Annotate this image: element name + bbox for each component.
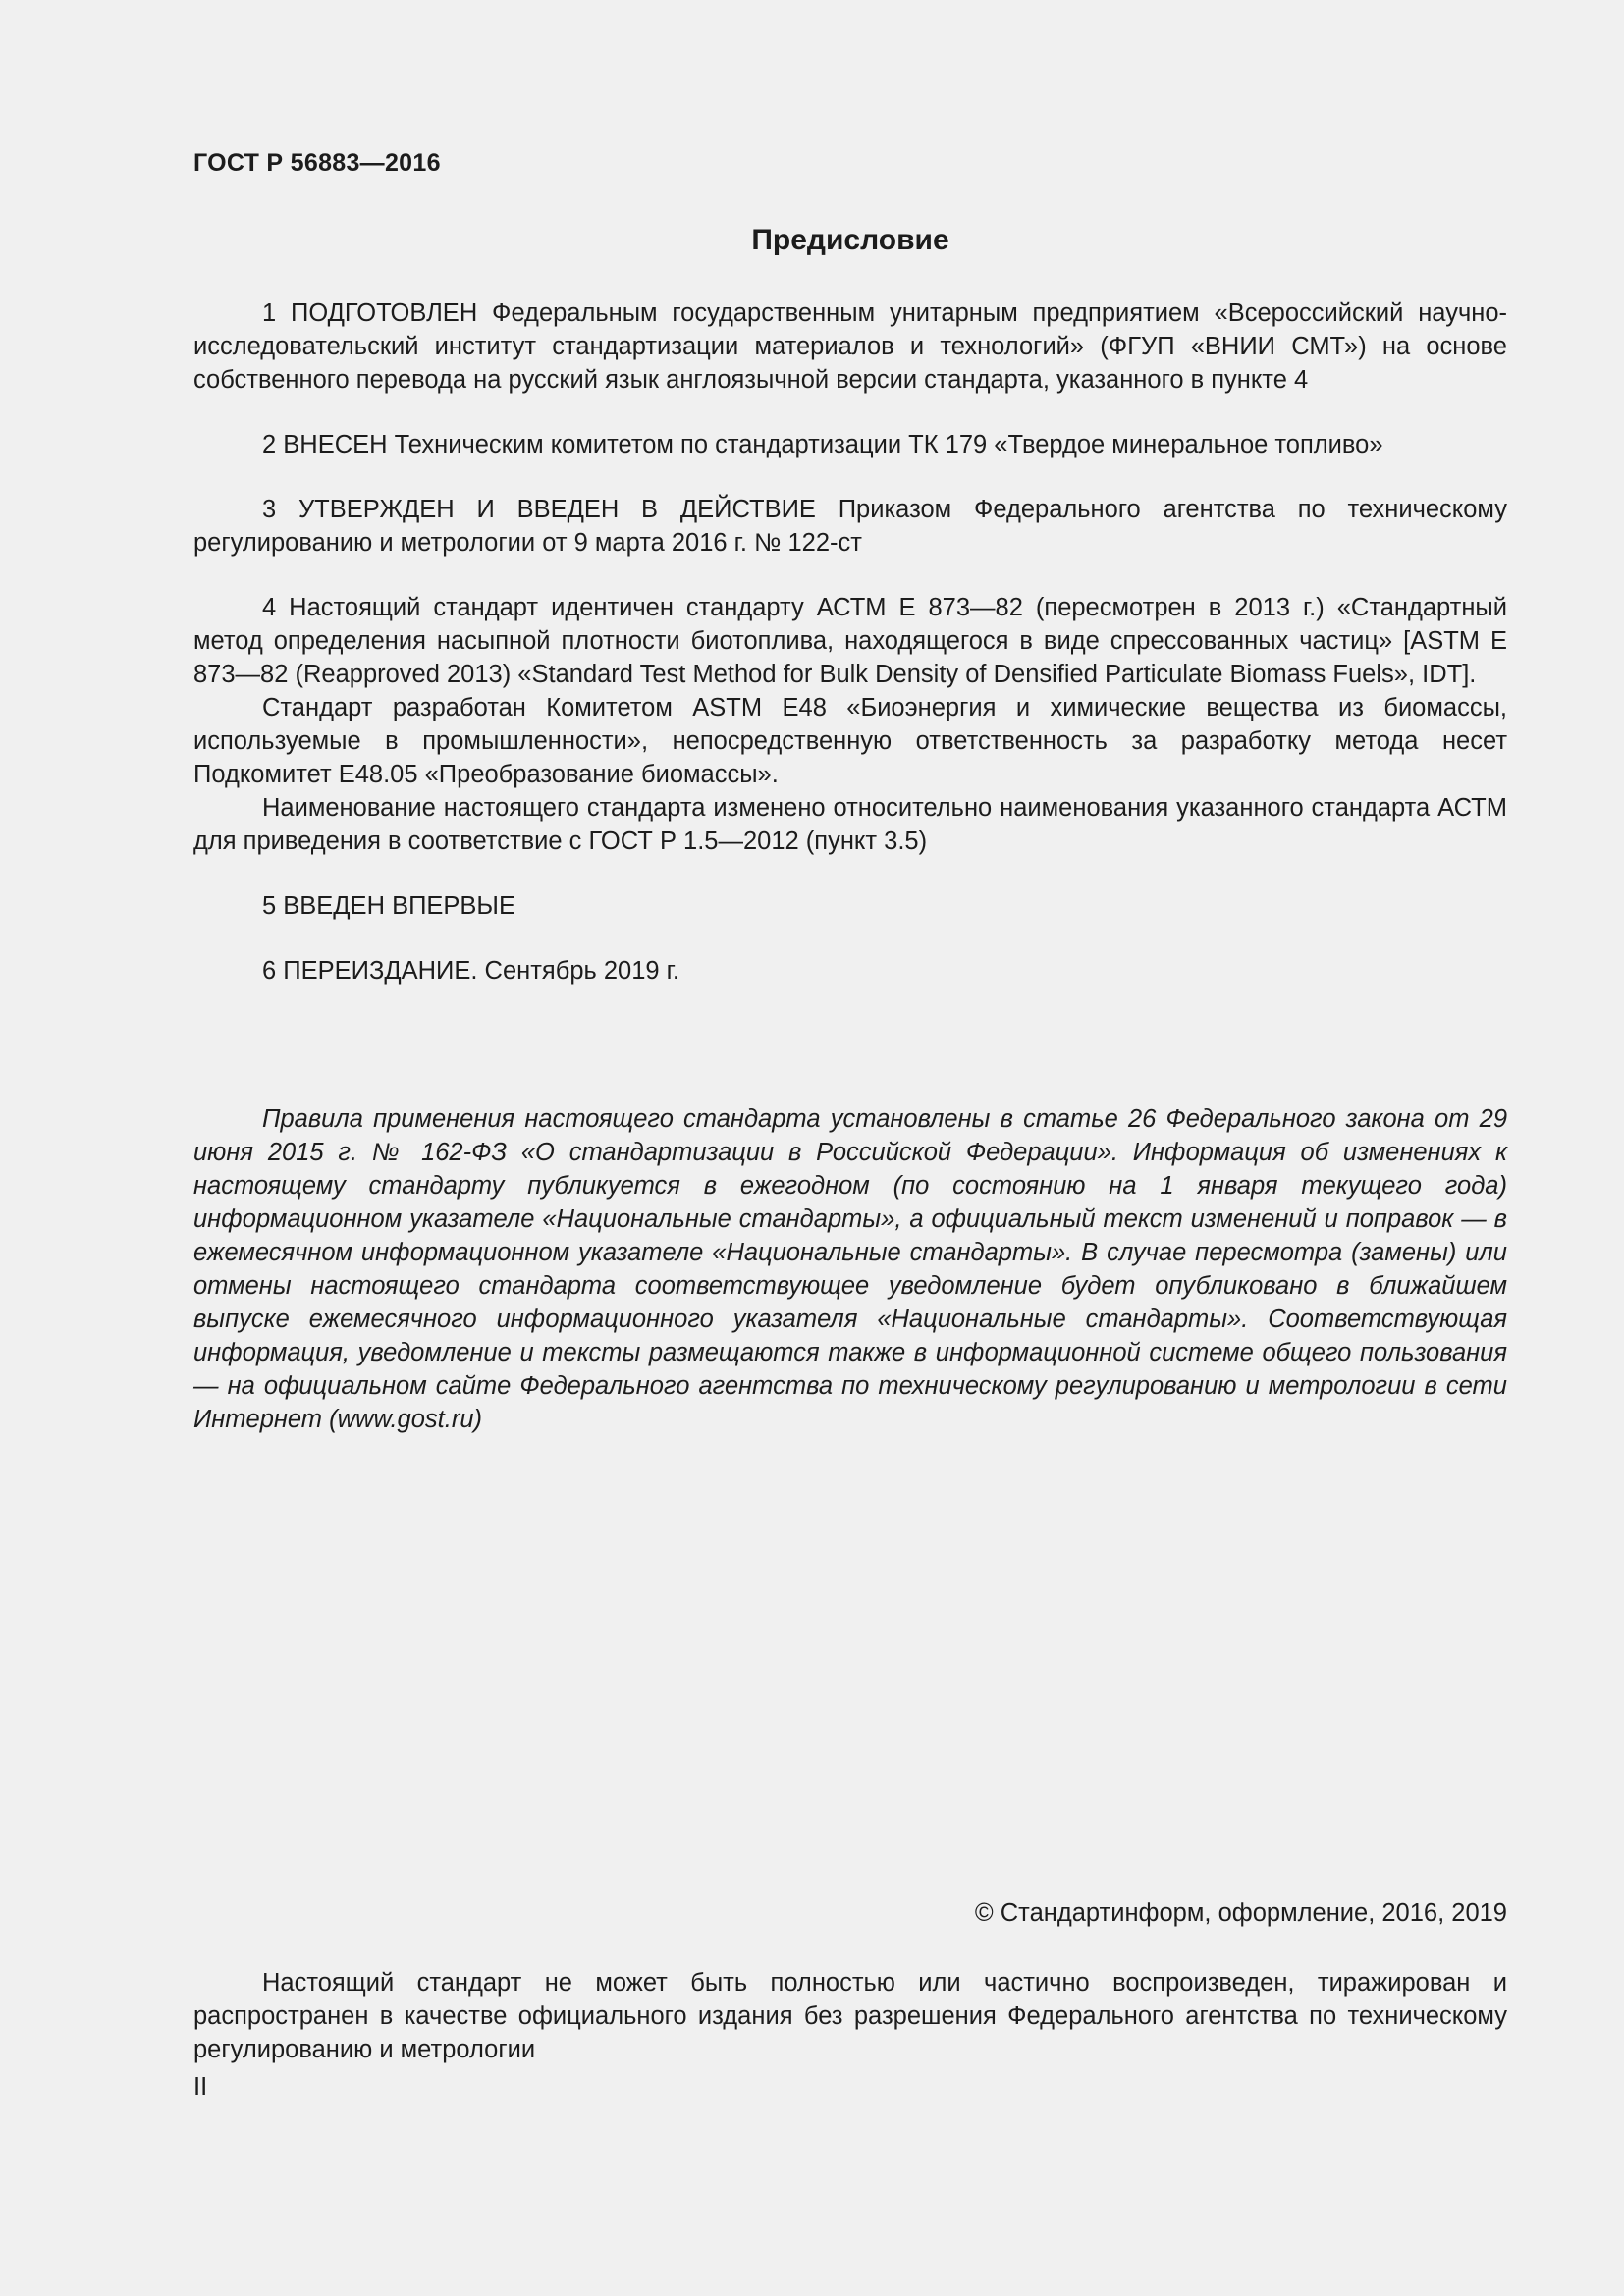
foreword-body [193, 296, 1507, 988]
foreword-item-5: 5 ВВЕДЕН ВПЕРВЫЕ [262, 892, 516, 920]
document-page [193, 0, 1507, 2296]
foreword-item-3: 3 УТВЕРЖДЕН И ВВЕДЕН В ДЕЙСТВИЕ Приказом Федерального агентства по техническому регулированию и метрологии от 9 марта 2016 г. № 122-ст [193, 496, 1507, 557]
foreword-item-2: 2 ВНЕСЕН Техническим комитетом по стандартизации ТК 179 «Твердое минеральное топливо» [262, 431, 1383, 458]
foreword-item-6: 6 ПЕРЕИЗДАНИЕ. Сентябрь 2019 г. [262, 957, 679, 985]
foreword-item-4-committee: Стандарт разработан Комитетом ASTM E48 «Биоэнергия и химические вещества из биомассы, используемые в промышленности», непосредственную ответственность за разработку метода несет Подкомитет E48.05 «Преобразование биомассы». [193, 694, 1507, 788]
application-rules-notice: Правила применения настоящего стандарта установлены в статье 26 Федерального закона от 29 июня 2015 г. № 162-ФЗ «О стандартизации в Российской Федерации». Информация об изменениях к настоящему стандарту публикуется в ежегодном (по состоянию на 1 января текущего года) информационном указателе «Национальные стандарты», а официальный текст изменений и поправок — в ежемесячном информационном указателе «Национальные стандарты». В случае пересмотра (замены) или отмены настоящего стандарта соответствующее уведомление будет опубликовано в ближайшем выпуске ежемесячного информационного указателя «Национальные стандарты». Соответствующая информация, уведомление и тексты размещаются также в информационной системе общего пользования — на официальном сайте Федерального агентства по техническому регулированию и метрологии в сети Интернет (www.gost.ru) [193, 1105, 1507, 1433]
document-code: ГОСТ Р 56883—2016 [193, 149, 441, 177]
copyright-line: © Стандартинформ, оформление, 2016, 2019 [974, 1899, 1507, 1927]
foreword-item-4-name-change: Наименование настоящего стандарта изменено относительно наименования указанного стандарта АСТМ для приведения в соответствие с ГОСТ Р 1.5—2012 (пункт 3.5) [193, 794, 1507, 855]
page-title: Предисловие [751, 224, 949, 256]
page-number: II [193, 2073, 208, 2101]
reproduction-rights-notice: Настоящий стандарт не может быть полностью или частично воспроизведен, тиражирован и распространен в качестве официального издания без разрешения Федерального агентства по техническому регулированию и метрологии [193, 1969, 1507, 2063]
foreword-item-1: 1 ПОДГОТОВЛЕН Федеральным государственным унитарным предприятием «Всероссийский научно-исследовательский институт стандартизации материалов и технологий» (ФГУП «ВНИИ СМТ») на основе собственного перевода на русский язык англоязычной версии стандарта, указанного в пункте 4 [193, 299, 1507, 394]
foreword-item-4: 4 Настоящий стандарт идентичен стандарту АСТМ Е 873—82 (пересмотрен в 2013 г.) «Стандартный метод определения насыпной плотности биотоплива, находящегося в виде спрессованных частиц» [ASTM E 873—82 (Reapproved 2013) «Standard Test Method for Bulk Density of Densified Particulate Biomass Fuels», IDT]. [193, 594, 1507, 688]
